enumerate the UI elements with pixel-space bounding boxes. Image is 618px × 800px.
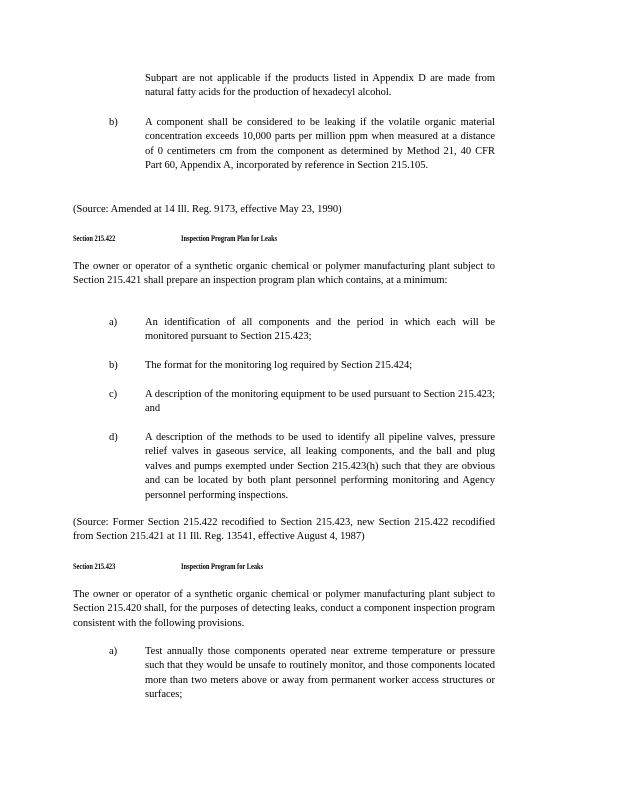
item-label: b) bbox=[109, 360, 118, 371]
item-text: A description of the monitoring equipment to be used pursuant to Section 215.423; and bbox=[145, 389, 495, 415]
source-note-2: (Source: Former Section 215.422 recodified to Section 215.423, new Section 215.422 recodified from Section 215.421 at 11 Ill. Reg. 13541, effective August 4, 1987) bbox=[73, 517, 495, 543]
section-number: Section 215.422 bbox=[73, 234, 116, 243]
item-text: A component shall be considered to be leaking if the volatile organic material concentration exceeds 10,000 parts per million ppm when measured at a distance of 0 centimeters cm from the component as determined by Method 21, 40 CFR Part 60, Appendix A, incorporated by reference in Section 215.105. bbox=[145, 117, 495, 172]
item-label: c) bbox=[109, 389, 118, 400]
section-number: Section 215.423 bbox=[73, 562, 116, 571]
item-label: d) bbox=[109, 432, 118, 443]
item-text: The format for the monitoring log required by Section 215.424; bbox=[145, 360, 413, 371]
section-title: Inspection Program for Leaks bbox=[181, 562, 264, 571]
section-423-body: The owner or operator of a synthetic organic chemical or polymer manufacturing plant subject to Section 215.420 shall, for the purposes of detecting leaks, conduct a component inspection program consistent with the following provisions. bbox=[73, 589, 495, 629]
item-label: a) bbox=[109, 646, 118, 657]
section-422-body: The owner or operator of a synthetic organic chemical or polymer manufacturing plant subject to Section 215.421 shall prepare an inspection program plan which contains, at a minimum: bbox=[73, 261, 495, 287]
item-label: a) bbox=[109, 317, 118, 328]
item-text: Test annually those components operated near extreme temperature or pressure such that they would be unsafe to routinely monitor, and those components located more than two meters above or away from permanent worker access structures or surfaces; bbox=[145, 646, 495, 701]
item-label: b) bbox=[109, 117, 118, 128]
section-title: Inspection Program Plan for Leaks bbox=[181, 234, 278, 243]
item-text: An identification of all components and the period in which each will be monitored pursuant to Section 215.423; bbox=[145, 317, 495, 343]
source-note-1: (Source: Amended at 14 Ill. Reg. 9173, effective May 23, 1990) bbox=[73, 204, 342, 215]
item-text: A description of the methods to be used to identify all pipeline valves, pressure relief valves in gaseous service, all leaking components, and the ball and plug valves and pumps exempted under Section 215.423(h) such that they are obvious and can be located by both plant personnel performing monitoring and Agency personnel performing inspections. bbox=[145, 432, 495, 501]
intro-continuation-paragraph: Subpart are not applicable if the products listed in Appendix D are made from natural fatty acids for the production of hexadecyl alcohol. bbox=[145, 73, 495, 99]
section-422-heading bbox=[73, 234, 277, 244]
section-423-heading bbox=[73, 562, 263, 572]
